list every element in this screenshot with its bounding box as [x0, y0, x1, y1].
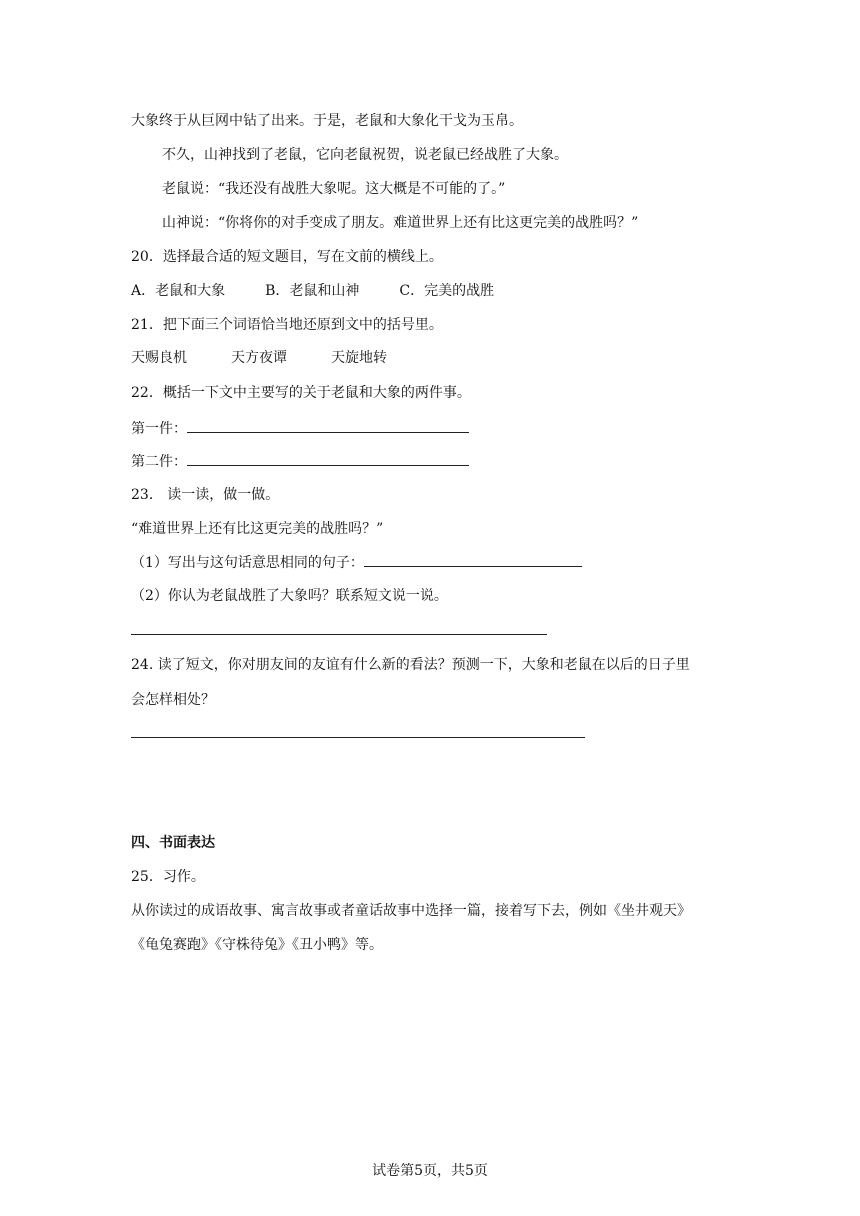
- question-22: 22．概括一下文中主要写的关于老鼠和大象的两件事。: [131, 385, 471, 401]
- question-20: 20．选择最合适的短文题目，写在文前的横线上。: [131, 249, 443, 265]
- option-a[interactable]: A．老鼠和大象: [131, 283, 226, 299]
- story-paragraph-1: 大象终于从巨网中钻了出来。于是，老鼠和大象化干戈为玉帛。: [131, 113, 523, 129]
- question-25-line-1: 从你读过的成语故事、寓言故事或者童话故事中选择一篇，接着写下去，例如《坐井观天》: [131, 903, 691, 919]
- option-c[interactable]: C．完美的战胜: [399, 283, 495, 299]
- question-22-second: [131, 451, 469, 472]
- question-21: 21．把下面三个词语恰当地还原到文中的括号里。: [131, 317, 443, 333]
- question-25: 25．习作。: [131, 869, 205, 885]
- word-1: 天赐良机: [131, 350, 187, 366]
- question-21-words: [131, 348, 387, 368]
- option-b[interactable]: B．老鼠和山神: [265, 283, 360, 299]
- q24-answer-line[interactable]: [131, 737, 585, 738]
- question-23-sub-2: （2）你认为老鼠战胜了大象吗？联系短文说一说。: [131, 588, 448, 604]
- question-23: 23． 读一读，做一做。: [131, 487, 280, 503]
- word-2: 天方夜谭: [231, 350, 287, 366]
- word-3: 天旋地转: [331, 350, 387, 366]
- story-paragraph-4: 山神说：“你将你的对手变成了朋友。难道世界上还有比这更完美的战胜吗？”: [162, 215, 639, 231]
- question-24-line-2: 会怎样相处？: [131, 692, 215, 708]
- question-25-line-2: 《龟兔赛跑》《守株待兔》《丑小鸭》等。: [131, 937, 383, 953]
- second-answer-blank[interactable]: [187, 451, 469, 466]
- sub1-answer-blank[interactable]: [364, 552, 582, 567]
- second-label: 第二件：: [131, 454, 187, 470]
- first-answer-blank[interactable]: [187, 418, 469, 433]
- page-footer: 试卷第5页，共5页: [372, 1163, 488, 1179]
- question-22-first: [131, 418, 469, 439]
- sub1-label: （1）写出与这句话意思相同的句子：: [131, 555, 364, 571]
- story-paragraph-2: 不久，山神找到了老鼠，它向老鼠祝贺，说老鼠已经战胜了大象。: [162, 147, 568, 163]
- question-24-line-1: 24. 读了短文，你对朋友间的友谊有什么新的看法？预测一下，大象和老鼠在以后的日子里: [131, 657, 690, 673]
- section-4-title: 四、书面表达: [131, 835, 215, 851]
- story-paragraph-3: 老鼠说：“我还没有战胜大象呢。这大概是不可能的了。”: [162, 181, 506, 197]
- question-23-quote: “难道世界上还有比这更完美的战胜吗？”: [131, 521, 384, 537]
- sub2-answer-line[interactable]: [131, 634, 547, 635]
- question-23-sub-1: [131, 552, 582, 573]
- question-20-options: [131, 281, 494, 301]
- first-label: 第一件：: [131, 421, 187, 437]
